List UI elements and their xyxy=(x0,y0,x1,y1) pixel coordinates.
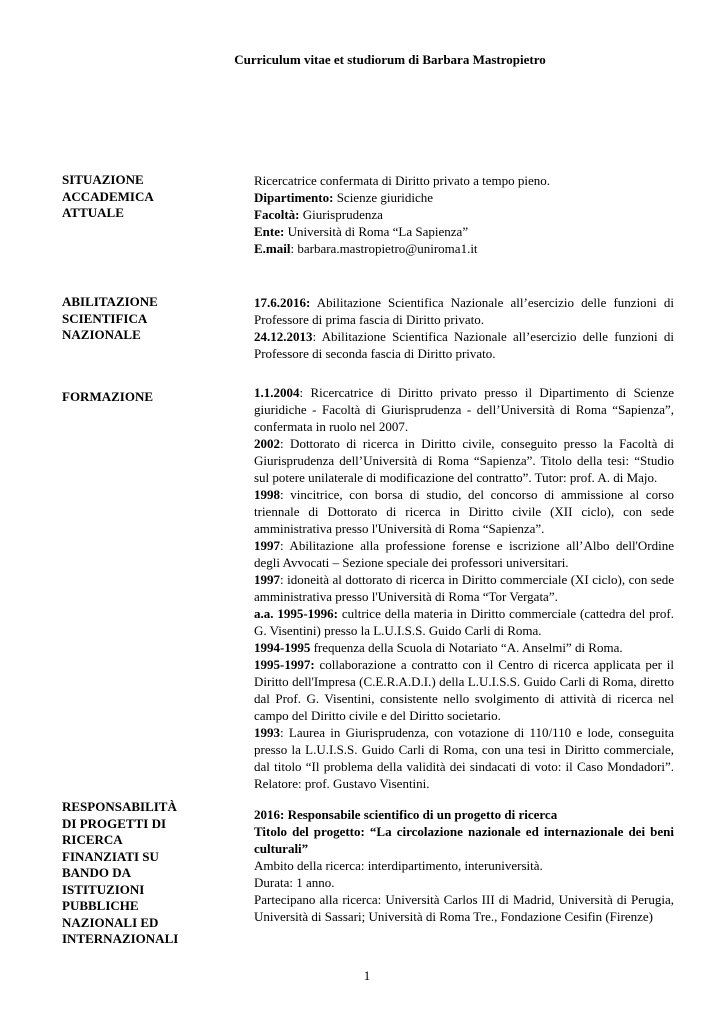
faculty-key: Facoltà: xyxy=(254,207,300,222)
item-date: 17.6.2016: xyxy=(254,295,311,310)
list-item xyxy=(254,605,674,639)
list-item xyxy=(254,384,674,435)
section-abilitazione xyxy=(254,294,674,362)
list-item xyxy=(254,435,674,486)
list-item xyxy=(254,656,674,724)
item-text: : Abilitazione alla professione forense e iscrizione all’Albo dell'Ordine degli Avvocati – Sezione speciale dei professori universitari. xyxy=(254,538,674,570)
institution-key: Ente: xyxy=(254,224,285,239)
institution-value: Università di Roma “La Sapienza” xyxy=(284,224,469,239)
item-text: : vincitrice, con borsa di studio, del concorso di ammissione al corso triennale di Dottorato di ricerca in Diritto civile (XII ciclo), con sede amministrativa presso l'Università di Roma “Sapienza”. xyxy=(254,487,674,536)
item-date: 2002 xyxy=(254,436,280,451)
item-date: 1994-1995 xyxy=(254,640,311,655)
item-text: : Ricercatrice di Diritto privato presso il Dipartimento di Scienze giuridiche - Facoltà di Giurisprudenza - dell’Università di Roma “Sapienza”, confermata in ruolo nel 2007. xyxy=(254,385,674,434)
section-label-situazione: SITUAZIONE ACCADEMICA ATTUALE xyxy=(62,172,153,220)
item-text: cultrice della materia in Diritto commerciale (cattedra del prof. G. Visentini) presso la L.U.I.S.S. Guido Carli di Roma. xyxy=(254,606,674,638)
department-value: Scienze giuridiche xyxy=(333,190,434,205)
item-text: collaborazione a contratto con il Centro di ricerca applicata per il Diritto dell'Impresa (C.E.R.A.D.I.) della L.U.I.S.S. Guido Carli di Roma, diretto dal Prof. G. Visentini, consistente nello svolgimento di attività di ricerca nel campo del Diritto civile e del Diritto societario. xyxy=(254,657,674,723)
item-text: : Abilitazione Scientifica Nazionale all’esercizio delle funzioni di Professore di seconda fascia di Diritto privato. xyxy=(254,329,674,361)
item-date: 1993 xyxy=(254,725,280,740)
email-key: E.mail xyxy=(254,241,291,256)
list-item xyxy=(254,724,674,792)
section-situazione xyxy=(254,172,674,257)
item-date: 24.12.2013 xyxy=(254,329,313,344)
item-date: 1998 xyxy=(254,487,280,502)
section-responsabilita xyxy=(254,806,674,925)
item-date: 1997 xyxy=(254,538,280,553)
page-number: 1 xyxy=(363,968,371,983)
document-title: Curriculum vitae et studiorum di Barbara Mastropietro xyxy=(234,52,546,67)
project-heading: 2016: Responsabile scientifico di un progetto di ricerca xyxy=(254,807,558,822)
item-date: 1995-1997: xyxy=(254,657,315,672)
item-date: 1997 xyxy=(254,572,280,587)
item-date: 1.1.2004 xyxy=(254,385,300,400)
current-role: Ricercatrice confermata di Diritto privato a tempo pieno. xyxy=(254,173,550,188)
section-formazione xyxy=(254,384,674,792)
item-date: a.a. 1995-1996: xyxy=(254,606,339,621)
item-text: Abilitazione Scientifica Nazionale all’esercizio delle funzioni di Professore di prima fascia di Diritto privato. xyxy=(254,295,674,327)
list-item xyxy=(254,571,674,605)
faculty-value: Giurisprudenza xyxy=(299,207,383,222)
email-value: : barbara.mastropietro@uniroma1.it xyxy=(290,241,478,256)
project-partners: Partecipano alla ricerca: Università Carlos III di Madrid, Università di Perugia, Università di Sassari; Università di Roma Tre., Fondazione Cesifin (Firenze) xyxy=(254,892,674,924)
list-item xyxy=(254,486,674,537)
item-text: : idoneità al dottorato di ricerca in Diritto commerciale (XI ciclo), con sede amministrativa presso l'Università di Roma “Tor Vergata”. xyxy=(254,572,674,604)
department-key: Dipartimento: xyxy=(254,190,334,205)
list-item xyxy=(254,639,674,656)
list-item xyxy=(254,537,674,571)
item-text: : Dottorato di ricerca in Diritto civile, conseguito presso la Facoltà di Giurisprudenza dell’Università di Roma “Sapienza”. Titolo della tesi: “Studio sul potere unilaterale di modificazione del contratto”. Tutor: prof. A. di Majo. xyxy=(254,436,674,485)
project-scope: Ambito della ricerca: interdipartimento, interuniversità. xyxy=(254,858,543,873)
item-text: : Laurea in Giurisprudenza, con votazione di 110/110 e lode, conseguita presso la L.U.I.S.S. Guido Carli di Roma, con una tesi in Diritto commerciale, dal titolo “Il problema della validità dei sindacati di voto: il Caso Mondadori”. Relatore: prof. Gustavo Visentini. xyxy=(254,725,674,791)
list-item xyxy=(254,294,674,328)
project-title: Titolo del progetto: “La circolazione nazionale ed internazionale dei beni culturali” xyxy=(254,824,674,856)
list-item xyxy=(254,328,674,362)
item-text: frequenza della Scuola di Notariato “A. Anselmi” di Roma. xyxy=(310,640,623,655)
section-label-responsabilita: RESPONSABILITÀ DI PROGETTI DI RICERCA FINANZIATI SU BANDO DA ISTITUZIONI PUBBLICHE NAZIONALI ED INTERNAZIONALI xyxy=(62,799,179,946)
section-label-abilitazione: ABILITAZIONE SCIENTIFICA NAZIONALE xyxy=(62,294,158,342)
section-label-formazione: FORMAZIONE xyxy=(62,389,153,404)
project-duration: Durata: 1 anno. xyxy=(254,875,335,890)
